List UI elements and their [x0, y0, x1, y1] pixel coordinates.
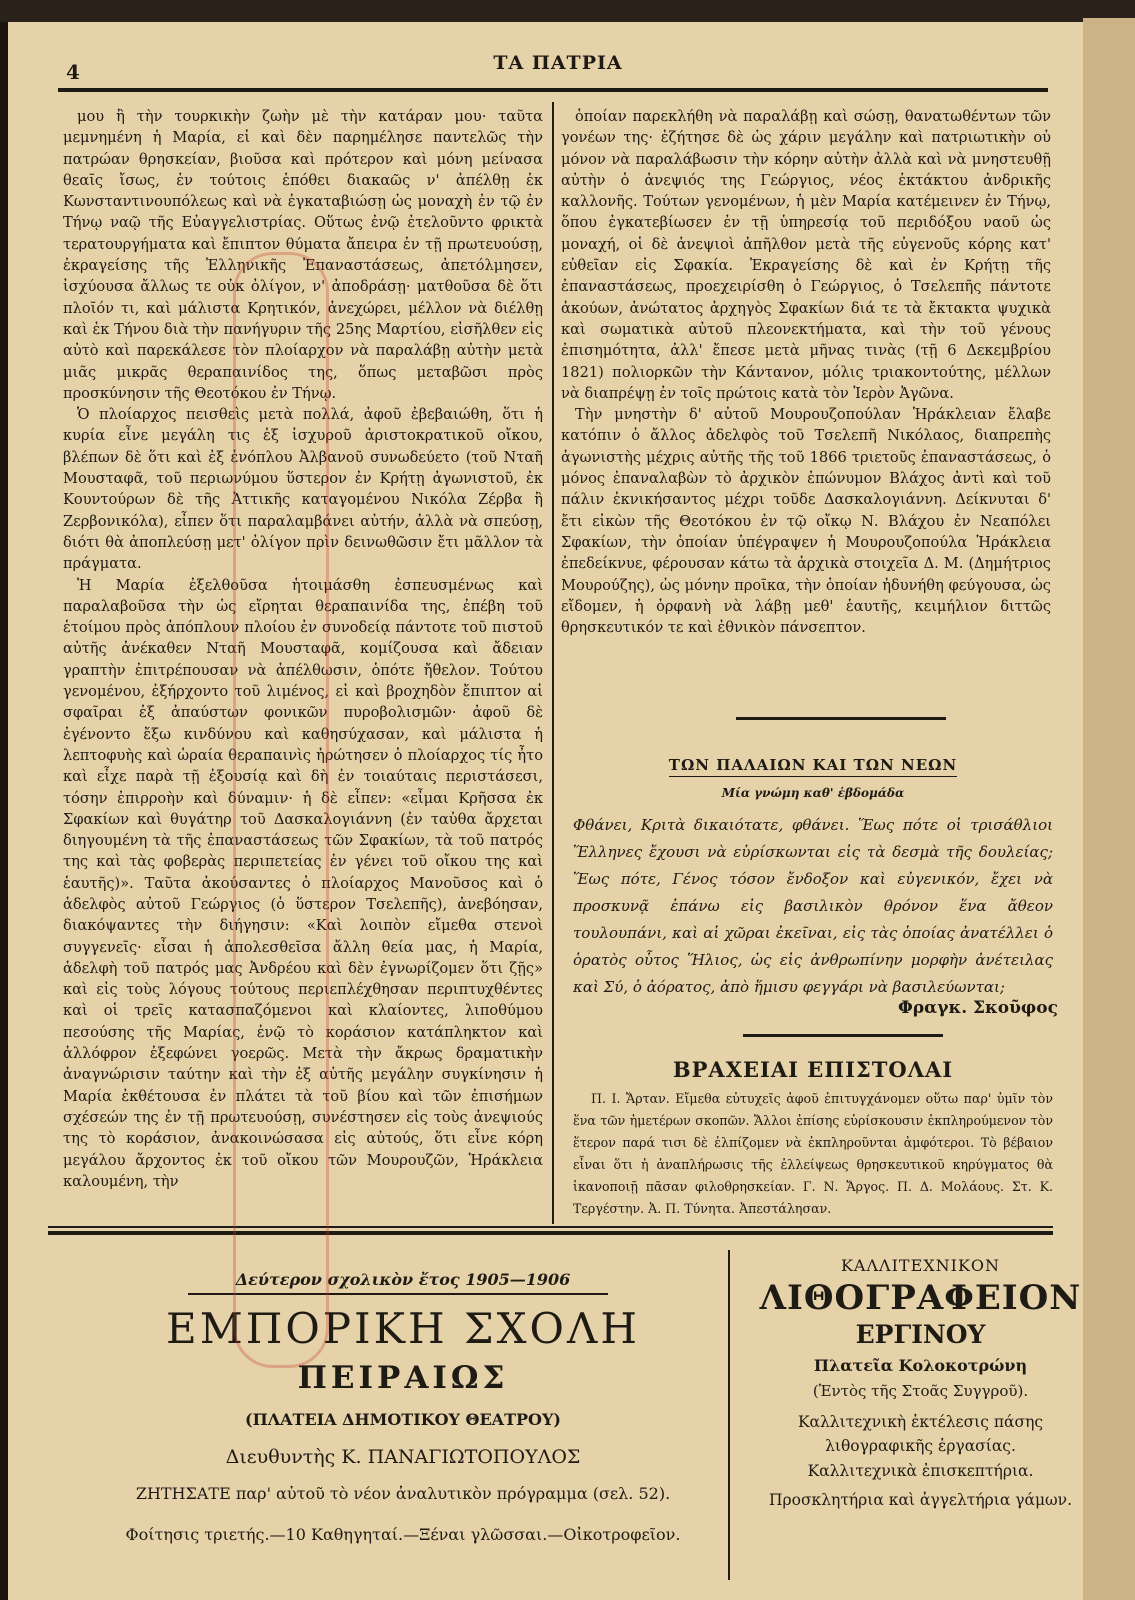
- red-library-stamp: [233, 252, 329, 1368]
- article-paragraph: ὁποίαν παρεκλήθη νὰ παραλάβῃ καὶ σώσῃ, θανατωθέντων τῶν γονέων της· ἐζήτησε δὲ ὡς χάριν μεγάλην καὶ πατριωτικὴν οὐ μόνον νὰ παραλάβωσιν τὴν κόρην αὐτὴν ἀλλὰ καὶ νὰ μνηστευθῇ αὐτὴν ὁ ἀνεψιός της Γεώργιος, νέος ἐκτάκτου ἀνδρικῆς καλλονῆς. Τούτων γενομένων, ἡ μὲν Μαρία κατέμεινεν ἐν Τήνῳ, ὅπου ἐγκατεβίωσεν ἐν τῇ ὑπηρεσίᾳ τοῦ περιδόξου ναοῦ ὡς μοναχή, οἱ δὲ ἀνεψιοὶ ἀπῆλθον μετὰ τῆς εὐγενοῦς κόρης κατ' εὐθεῖαν εἰς Σφακία. Ἐκραγείσης δὲ καὶ ἐν Κρήτῃ τῆς ἐπαναστάσεως, προεχειρίσθη ὁ Γεώργιος, ὁ Τσελεπῆς πάντοτε ἀκούων, ἀνώτατος ἀρχηγὸς Σφακίων διά τε τὰ ἔκτακτα ψυχικὰ καὶ σωματικὰ αὐτοῦ πλεονεκτήματα, καὶ τὴν τοῦ γένους ἐπισημότητα, ἀλλ' ἔπεσε μετὰ μῆνας τινὰς (τῇ 6 Δεκεμβρίου 1821) πολιορκῶν τὴν Κάντανον, μόλις τριακοντούτης, μέλλων νὰ διαπρέψῃ ἐν τοῖς πρώτοις κατὰ τὸν Ἱερὸν Ἀγῶνα.: [561, 108, 1051, 402]
- school-footer: Φοίτησις τριετής.—10 Καθηγηταί.—Ξέναι γλῶσσαι.—Οἰκοτροφεῖον.: [125, 1525, 681, 1544]
- litho-line: Καλλιτεχνικὰ ἐπισκεπτήρια.: [807, 1462, 1034, 1480]
- school-title: ΕΜΠΟΡΙΚΗ ΣΧΟΛΗ: [166, 1304, 640, 1353]
- letters-text: Π. Ι. Ἄρταν. Εἴμεθα εὐτυχεῖς ἀφοῦ ἐπιτυγχάνομεν οὕτω παρ' ὑμῖν τὸν ἕνα τῶν ἡμετέρων σκοπῶν. Ἄλλοι ἐπίσης εὑρίσκουσιν ἐκπληρούμενον τὸν ἕτερον παρά τισι δὲ ἐλπίζομεν νὰ ἐκπληροῦνται ἀμφότεροι. Τὸ βέβαιον εἶναι ὅτι ἡ ἀναπλήρωσις τῆς ἐλλείψεως θρησκευτικοῦ κηρύγματος θὰ ἱκανοποιῇ πᾶσαν φιλοθρησκείαν. Γ. Ν. Ἄργος. Π. Δ. Μολάους. Στ. Κ. Τεργέστην. Ἀ. Π. Τύνητα. Ἀπεστάλησαν.: [573, 1091, 1053, 1216]
- heading-text: ΤΩΝ ΠΑΛΑΙΩΝ ΚΑΙ ΤΩΝ ΝΕΩΝ: [669, 756, 957, 777]
- article-paragraph: Ἡ Μαρία ἐξελθοῦσα ἡτοιμάσθη ἐσπευσμένως καὶ παραλαβοῦσα τὴν ὡς εἴρηται θεραπαινίδα της, ἐπέβη τοῦ ἑτοίμου πρὸς ἀπόπλουν πλοίου ἐν συνοδείᾳ πάντοτε τοῦ πιστοῦ αὐτῆς ἀνέκαθεν Νταῆ Μουσταφᾶ, κομίζουσα καὶ ἄδειαν γραπτὴν ἐπιτρέπουσαν νὰ ἀπέλθωσιν, ὁπότε ἤθελον. Τούτου γενομένου, ἐξήρχοντο τοῦ λιμένος, εἰ καὶ βροχηδὸν ἔπιπτον αἱ σφαῖραι ἐξ ἀπαύστων φονικῶν πυροβολισμῶν· ἀφοῦ δὲ ἐγένοντο ἔξω κινδύνου καὶ καθησύχασαν, καὶ μάλιστα ἡ λεπτοφυὴς καὶ ὡραία θεραπαινὶς ἠρώτησεν ὁ πλοίαρχος τίς ἦτο καὶ εἶχε παρὰ τῇ ἐξουσίᾳ καὶ δὴ ἐν τοιαύταις περιστάσεσι, τόσην ἐπιρροὴν καὶ δύναμιν· ἡ δὲ εἶπεν: «εἶμαι Κρῆσσα ἐκ Σφακίων καὶ θυγάτηρ τοῦ Δασκαλογιάννη (ἐν ταὐθα ἄρχεται διηγουμένη τὰ τῆς ἐπαναστάσεως τῶν Σφακίων, τὰ τοῦ πατρός της καὶ τὰς φοβερὰς περιπετείας ἐν γένει τοῦ οἴκου της καὶ ἑαυτῆς)». Ταῦτα ἀκούσαντες ὁ πλοίαρχος Μανοῦσος καὶ ὁ ἀδελφὸς αὐτοῦ Γεώργιος (ὁ ὕστερον Τσελεπῆς), ἀνεβόησαν, διακόψαντες τὴν διήγησιν: «Καὶ λοιπὸν εἴμεθα στενοὶ συγγενεῖς· εἶσαι ἡ ἀπολεσθεῖσα ἄλλη θεία μας, ἡ Μαρία, ἀδελφὴ τοῦ πατρός μας Ἀνδρέου καὶ δὲν ἐγνωρίζομεν ὅτι ζῇς» καὶ εἰς τοὺς λόγους τούτους περιεπλέχθησαν περιπτυχθέντες καὶ οἱ τρεῖς κατασπαζόμενοι καὶ κλαίοντες, λιποθύμου πεσούσης τῆς Μαρίας, ἐνῷ τὸ κοράσιον κατάπληκτον καὶ ἀλλόφρον ἐξεφώνει γοερῶς. Μετὰ τὴν ἄκρως δραματικὴν ἀναγνώρισιν ταύτην καὶ τὴν ἐξ αὐτῆς μεγάλην συγκίνησιν ἡ Μαρία ἐκθέτουσα ἐν πλάτει τὰ τοῦ βίου καὶ τῶν ἐπισήμων σχέσεών της ἐν τῇ πρωτευούσῃ, συνέστησεν εἰς τοὺς ἀνεψιούς της τὸ κοράσιον, ἀνακοινώσασα εἰς αὐτούς, ὅτι εἶνε κόρη μεγάλου ἄρχοντος ἐκ τοῦ οἴκου τῶν Μουρουζῶν, Ἡράκλεια καλουμένη, τὴν: [63, 576, 543, 1190]
- article-paragraph: Τὴν μνηστὴν δ' αὐτοῦ Μουρουζοπούλαν Ἡράκλειαν ἔλαβε κατόπιν ὁ ἄλλος ἀδελφὸς τοῦ Τσελεπῆ Νικόλαος, διαπρεπὴς ἀγωνιστὴς μέχρις αὐτῆς τῆς τοῦ 1866 τριετοῦς ἐπαναστάσεως, ὁ μόνος ἐπαναλαβὼν τὸ ἀρχικὸν ἐπώνυμον Βλάχος ἀντὶ καὶ τοῦ πάλιν ἐκνικήσαντος μέχρι τοῦδε Δασκαλογιάννη. Δείκνυται δ' ἔτι εἰκὼν τῆς Θεοτόκου ἐν τῷ οἴκῳ Ν. Βλάχου ἐν Νεαπόλει Σφακίων, τὴν ὁποίαν ὑπέγραψεν ἡ Μουρουζοπούλα Ἡράκλεια ἐπεδείκνυε, φέρουσαν κάτω τὰ ἀρχικὰ στοιχεῖα Δ. Μ. (Δημήτριος Μουρούζης), ὡς μόνην προῖκα, τὴν ὁποίαν ἠδυνήθη φεύγουσα, ὡς εἴδομεν, ἡ ὀρφανὴ νὰ λάβῃ μεθ' ἑαυτῆς, κειμήλιον διττῶς θρησκευτικόν τε καὶ ἐθνικὸν πάνσεπτον.: [561, 406, 1051, 637]
- section-divider: [736, 717, 946, 720]
- litho-address-note: (Ἐντὸς τῆς Στοᾶς Συγγροῦ).: [812, 1382, 1029, 1400]
- scan-page-edge: [1083, 18, 1135, 1600]
- section-subheading: Μία γνώμη καθ' ἑβδομάδα: [721, 786, 905, 800]
- litho-address: Πλατεῖα Κολοκοτρώνη: [813, 1356, 1028, 1375]
- scan-top-border: [0, 0, 1135, 22]
- litho-kicker: ΚΑΛΛΙΤΕΧΝΙΚΟΝ: [840, 1256, 1001, 1275]
- header-rule: [58, 88, 1048, 92]
- section-divider: [743, 1034, 943, 1037]
- article-right-column: [561, 106, 1051, 638]
- page-number: 4: [66, 60, 80, 84]
- school-director: Διευθυντὴς Κ. ΠΑΝΑΓΙΩΤΟΠΟΥΛΟΣ: [225, 1446, 581, 1468]
- school-program: ΖΗΤΗΣΑΤΕ παρ' αὐτοῦ τὸ νέον ἀναλυτικὸν πρόγραμμα (σελ. 52).: [135, 1484, 671, 1503]
- newspaper-page: [8, 22, 1083, 1600]
- litho-line: Προσκλητήρια καὶ ἀγγελτήρια γάμων.: [768, 1491, 1073, 1509]
- column-divider: [552, 102, 554, 1224]
- section-heading-old-new: [568, 756, 1058, 774]
- running-head: ΤΑ ΠΑΤΡΙΑ: [493, 52, 623, 74]
- article-paragraph: μου ἢ τὴν τουρκικὴν ζωὴν μὲ τὴν κατάραν μου· ταῦτα μεμνημένη ἡ Μαρία, εἰ καὶ δὲν παρημέλησε παντελῶς τὴν πατρώαν θρησκείαν, βιοῦσα καὶ πρότερον καὶ μόνη μείνασα θεαῖς ἴσως, ἐν τούτοις ἐπόθει διακαῶς ν' ἀπέλθῃ ἐκ Κωνσταντινουπόλεως καὶ νὰ ἐγκαταβιώσῃ ὡς μοναχὴ ἐν τῷ ἐν Τήνῳ ναῷ τῆς Εὐαγγελιστρίας. Οὕτως ἐνῷ ἐτελοῦντο φρικτὰ τερατουργήματα καὶ ἔπιπτον θύματα ἄπειρα ἐν τῇ πρωτευούσῃ, ἐκραγείσης τῆς Ἑλληνικῆς Ἐπαναστάσεως, ἀπετόλμησεν, ἰσχύουσα ἄλλως τε οὐκ ὀλίγον, ν' ἀποδράσῃ· ματθοῦσα δὲ ὅτι πλοῖόν τι, καὶ μάλιστα Κρητικόν, ἀνεχώρει, μέλλον νὰ διέλθῃ καὶ ἐκ Τήνου διὰ τὴν πανήγυριν τῆς 25ης Μαρτίου, εἰσῆλθεν εἰς αὐτὸ καὶ παρεκάλεσε τὸν πλοίαρχον νὰ παραλάβῃ αὐτὴν μετὰ μιᾶς μικρᾶς θεραπαινίδος της, ὅπως μεταβῶσι πρὸς προσκύνησιν τῆς Θεοτόκου ἐν Τήνῳ.: [63, 108, 543, 402]
- weekly-quote: Φθάνει, Κριτὰ δικαιότατε, φθάνει. Ἕως πότε οἱ τρισάθλιοι Ἕλληνες ἔχουσι νὰ εὑρίσκωνται εἰς τὰ δεσμὰ τῆς δουλείας; Ἕως πότε, Γένος τόσον ἔνδοξον καὶ εὐγενικόν, ἔχει νὰ προσκυνᾷ ἐπάνω εἰς βασιλικὸν θρόνον ἕνα ἄθεον τουλουπάνι, καὶ αἱ χῶραι ἐκεῖναι, εἰς τὰς ὁποίας ἀνατέλλει ὁ ὁρατὸς οὗτος Ἥλιος, ὡς εἰς ἀνθρωπίνην μορφὴν ἀνέτειλας καὶ Σύ, ὁ ἀόρατος, ἀπὸ ἥμισυ φεγγάρι νὰ βασιλεύωνται;: [573, 816, 1053, 996]
- ads-divider: [728, 1250, 730, 1580]
- ads-top-rule: [48, 1226, 1053, 1228]
- school-place: (ΠΛΑΤΕΙΑ ΔΗΜΟΤΙΚΟΥ ΘΕΑΤΡΟΥ): [245, 1410, 561, 1429]
- quote-signature: Φραγκ. Σκοῦφος: [898, 998, 1058, 1018]
- litho-line: Καλλιτεχνικὴ ἐκτέλεσις πάσης λιθογραφικῆς ἐργασίας.: [797, 1413, 1044, 1455]
- section-heading-letters: ΒΡΑΧΕΙΑΙ ΕΠΙΣΤΟΛΑΙ: [672, 1057, 954, 1082]
- litho-title: ΛΙΘΟΓΡΑΦΕΙΟΝ: [759, 1278, 1082, 1318]
- school-year: Δεύτερον σχολικὸν ἔτος 1905—1906: [235, 1270, 571, 1289]
- ads-top-rule-thick: [48, 1231, 1053, 1235]
- litho-name: ΕΡΓΙΝΟΥ: [855, 1320, 986, 1349]
- article-paragraph: Ὁ πλοίαρχος πεισθεὶς μετὰ πολλά, ἀφοῦ ἐβεβαιώθη, ὅτι ἡ κυρία εἶνε μεγάλη τις ἐξ ἰσχυροῦ ἀριστοκρατικοῦ οἴκου, βλέπων δὲ ὅτι καὶ ἐξ ἐνόπλου Ἀλβανοῦ συνωδεύετο (τοῦ Νταῆ Μουσταφᾶ, τοῦ περιωνύμου ὕστερον ἐν Κρήτῃ ἀγωνιστοῦ, ἐκ Κουντούρων δὲ τῆς Ἀττικῆς καταγομένου Νικόλα Ζέρβα ἢ Ζερβονικόλα), εἶπεν ὅτι παραλαμβάνει αὐτήν, ἀλλὰ νὰ σπεύσῃ, διότι θὰ ἀποπλεύσῃ μετ' ὀλίγον πρὶν δεινωθῶσιν ἔτι μᾶλλον τὰ πράγματα.: [63, 406, 543, 573]
- school-city: ΠΕΙΡΑΙΩΣ: [297, 1360, 509, 1396]
